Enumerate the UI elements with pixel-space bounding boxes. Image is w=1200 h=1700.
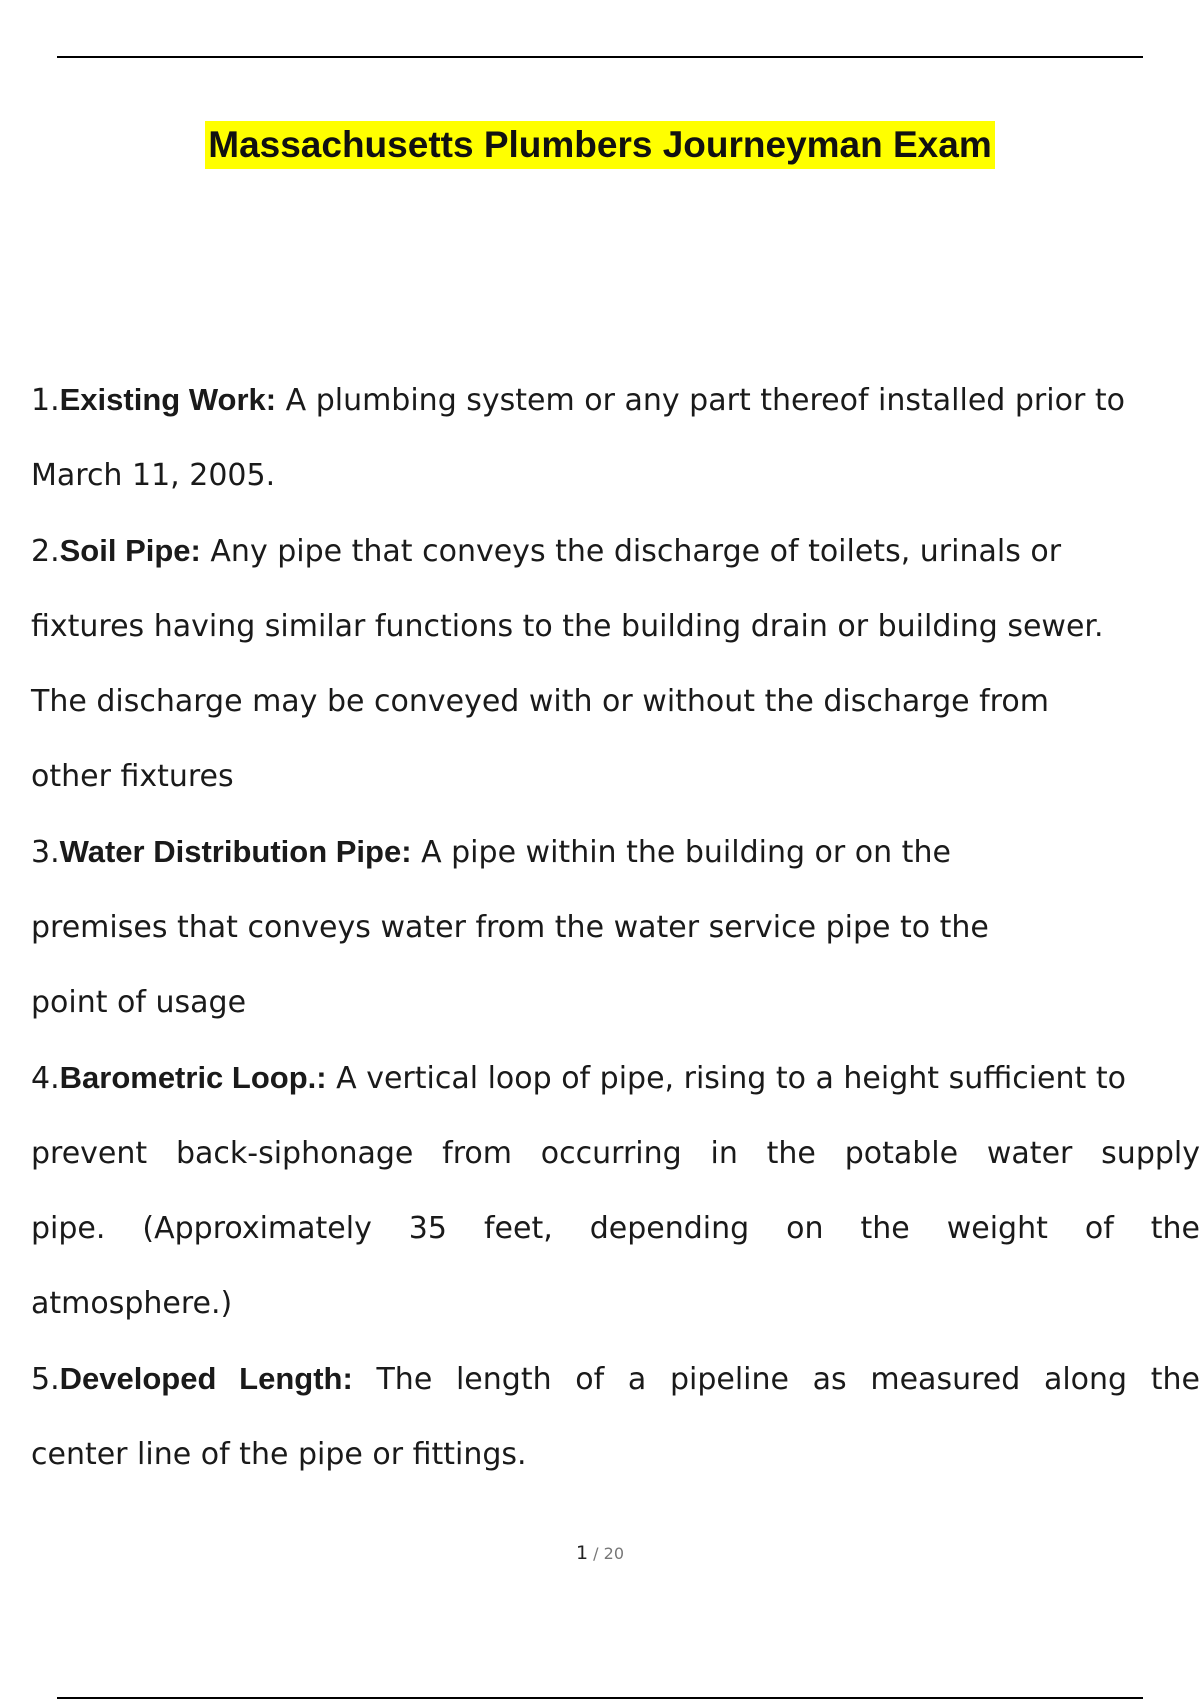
item-line: point of usage (31, 985, 247, 1020)
item-number: 4. (31, 1061, 60, 1096)
item-line: The discharge may be conveyed with or without the discharge from (31, 684, 1049, 719)
item-line: center line of the pipe or fittings. (31, 1437, 527, 1472)
definitions-list (31, 362, 1200, 1492)
item-line: prevent back-siphonage from occurring in the potable water supply (31, 1136, 1200, 1171)
list-item-water-distribution-pipe (31, 814, 1200, 1040)
page-title: Massachusetts Plumbers Journeyman Exam (205, 121, 995, 169)
item-term: Water Distribution Pipe: (59, 834, 412, 869)
top-rule (57, 56, 1143, 58)
item-number: 2. (31, 534, 60, 569)
bottom-rule (57, 1697, 1143, 1699)
list-item-barometric-loop (31, 1040, 1200, 1341)
list-item-existing-work (31, 362, 1200, 513)
item-line: pipe. (Approximately 35 feet, depending on the weight of the (31, 1211, 1200, 1246)
list-item-soil-pipe (31, 513, 1200, 814)
page-separator: / (593, 1544, 599, 1563)
item-line: other fixtures (31, 759, 234, 794)
item-number: 3. (31, 835, 60, 870)
item-number: 5. (31, 1362, 60, 1397)
item-term: Soil Pipe: (59, 533, 201, 568)
item-line (31, 814, 1200, 890)
item-line (31, 513, 1200, 589)
item-line: fixtures having similar functions to the building drain or building sewer. (31, 609, 1104, 644)
item-text: A plumbing system or any part thereof installed prior to (276, 383, 1125, 418)
item-line (31, 1341, 1200, 1417)
item-number: 1. (31, 383, 60, 418)
item-line: March 11, 2005. (31, 458, 276, 493)
item-term: Existing Work: (59, 382, 277, 417)
item-line: atmosphere.) (31, 1286, 233, 1321)
list-item-developed-length (31, 1341, 1200, 1492)
item-line: premises that conveys water from the water service pipe to the (31, 910, 989, 945)
page-number (0, 1542, 1200, 1564)
item-text: The length of a pipeline as measured along the (352, 1362, 1200, 1397)
item-line (31, 1040, 1200, 1116)
item-term: Developed Length: (59, 1361, 353, 1396)
item-line (31, 362, 1200, 438)
page-total: 20 (603, 1544, 625, 1563)
title-wrap (0, 121, 1200, 169)
item-text: Any pipe that conveys the discharge of toilets, urinals or (200, 534, 1062, 569)
item-text: A pipe within the building or on the (411, 835, 951, 870)
page-current: 1 (575, 1542, 589, 1564)
item-text: A vertical loop of pipe, rising to a height sufficient to (326, 1061, 1126, 1096)
item-term: Barometric Loop.: (59, 1060, 327, 1095)
